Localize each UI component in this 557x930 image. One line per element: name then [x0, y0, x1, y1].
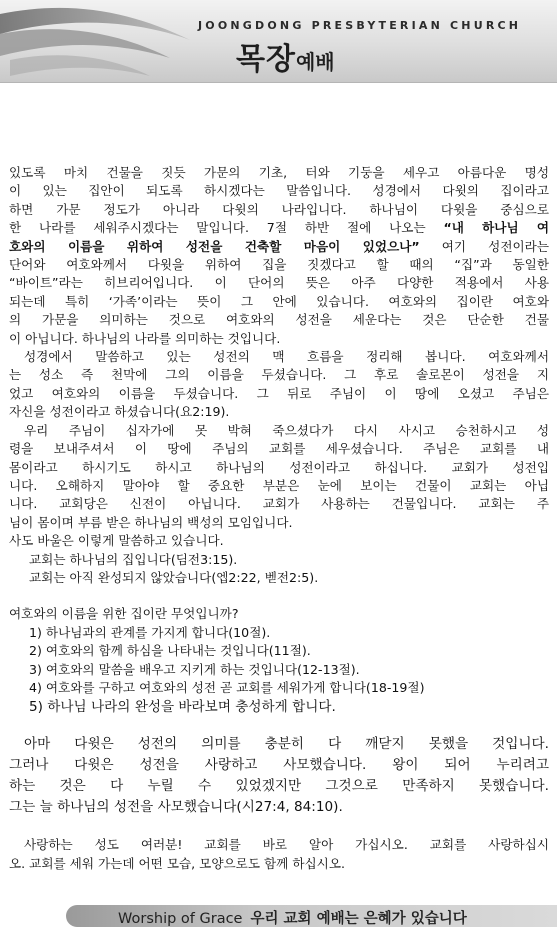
text-line: 그러나 다윗은 성전을 사랑하고 사모했습니다. 왕이 되어 누리려고	[9, 757, 549, 774]
church-name: JOONGDONG PRESBYTERIAN CHURCH	[198, 19, 522, 32]
answer-item: 1) 하나님과의 관계를 가지게 합니다(10절).	[29, 624, 271, 640]
answer-list	[9, 624, 549, 719]
text-line: 하면 가문 정도가 아니라 다윗의 나라입니다. 하나님이 다윗을 중심으로	[9, 201, 549, 217]
closing-paragraph	[9, 836, 549, 873]
text-line: 었고 여호와의 이름을 두셨습니다. 그 뒤로 주님이 이 땅에 오셨고 주님은	[9, 385, 549, 401]
quote-line: 교회는 아직 완성되지 않았습니다(엡2:22, 벧전2:5).	[29, 569, 319, 585]
service-title	[236, 34, 335, 78]
text-line: 하는 것은 다 누릴 수 있었겠지만 그것으로 만족하지 못했습니다.	[9, 778, 549, 795]
text-line: 우리 주님이 십자가에 못 박혀 죽으셨다가 다시 사시고 승천하시고 성	[24, 422, 549, 438]
text-segment: 여기 성전이라는	[419, 238, 549, 254]
text-line: “바이트”라는 히브리어입니다. 이 단어의 뜻은 아주 다양한 적용에서 사용	[9, 275, 549, 291]
bold-quote-start: “내 하나님 여	[443, 220, 549, 236]
text-line: 이 있는 집안이 되도록 하시겠다는 말씀입니다. 성경에서 다윗의 집이라고	[9, 183, 549, 199]
footer-text	[118, 907, 467, 928]
text-line: 령을 보내주셔서 이 땅에 주님의 교회를 세우셨습니다. 주님은 교회를 내	[9, 441, 549, 457]
paragraph-4	[9, 734, 549, 818]
text-line	[9, 238, 549, 256]
text-line: 는 성소 즉 천막에 그의 이름을 두셨습니다. 그 후로 솔로몬이 성전을 지	[9, 367, 549, 383]
spacer	[9, 818, 549, 836]
sermon-body	[9, 164, 549, 873]
text-line: 몸이라고 하시기도 하시고 하나님의 성전이라고 하십니다. 교회가 성전입	[9, 459, 549, 475]
question-heading: 여호와의 이름을 위한 집이란 무엇입니까?	[9, 606, 239, 622]
quote-line: 교회는 하나님의 집입니다(딤전3:15).	[29, 551, 238, 567]
spacer	[9, 718, 549, 734]
paragraph-3	[9, 422, 549, 532]
text-segment: 한 나라를 세워주시겠다는 말입니다. 7절 하반 절에 나오는	[9, 220, 444, 236]
paragraph-2	[9, 348, 549, 422]
text-line: 단어와 여호와께서 다윗을 위하여 집을 짓겠다고 할 때의 “집”과 동일한	[9, 257, 549, 273]
text-line: 자신을 성전이라고 하셨습니다(요2:19).	[9, 404, 230, 420]
page-header	[0, 0, 557, 83]
text-line: 있도록 마치 건물을 짓듯 가문의 기초, 터와 기둥을 세우고 아름다운 명성	[9, 165, 549, 180]
answer-item: 3) 여호와의 말씀을 배우고 지키게 하는 것입니다(12-13절).	[29, 661, 360, 677]
service-title-suffix: 예배	[295, 50, 335, 74]
text-line: 님이 몸이며 부름 받은 하나님의 백성의 모임입니다.	[9, 514, 293, 530]
text-line: 아마 다윗은 성전의 의미를 충분히 다 깨닫지 못했을 것입니다.	[24, 736, 549, 753]
service-title-main: 목장	[236, 42, 296, 77]
bold-quote-end: 호와의 이름을 위하여 성전을 건축할 마음이 있었으나”	[9, 238, 420, 254]
text-line	[9, 219, 549, 237]
answer-item: 4) 여호와를 구하고 여호와의 성전 곧 교회를 세워가게 합니다(18-19절)	[29, 679, 425, 695]
swoosh-logo-graphic	[0, 0, 200, 82]
spacer	[9, 587, 549, 605]
paul-intro: 사도 바울은 이렇게 말씀하고 있습니다.	[9, 533, 224, 549]
text-line: 의 가문을 의미하는 것으로 여호와의 성전을 세운다는 것은 단순한 건물	[9, 312, 549, 328]
footer-english: Worship of Grace	[118, 911, 243, 927]
footer-korean: 우리 교회 예배는 은혜가 있습니다	[250, 911, 467, 927]
text-line: 성경에서 말씀하고 있는 성전의 맥 흐름을 정리해 봅니다. 여호와께서	[24, 349, 549, 365]
text-line: 사랑하는 성도 여러분! 교회를 바로 알아 가십시오. 교회를 사랑하십시	[24, 837, 549, 853]
answer-item: 5) 하나님 나라의 완성을 바라보며 충성하게 합니다.	[29, 699, 336, 716]
answer-item: 2) 여호와의 함께 하심을 나타내는 것입니다(11절).	[29, 643, 311, 659]
text-line: 오. 교회를 세워 가는데 어떤 모습, 모양으로도 함께 하십시오.	[9, 855, 346, 871]
text-line: 이 아닙니다. 하나님의 나라를 의미하는 것입니다.	[9, 330, 281, 346]
paragraph-1	[9, 164, 549, 348]
text-line: 니다. 교회당은 신전이 아닙니다. 교회가 사용하는 건물입니다. 교회는 주	[9, 496, 549, 512]
text-line: 그는 늘 하나님의 성전을 사모했습니다(시27:4, 84:10).	[9, 799, 343, 816]
text-line: 니다. 오해하지 말아야 할 중요한 부분은 눈에 보이는 건물이 교회는 아닙	[9, 477, 549, 493]
text-line: 되는데 특히 ‘가족’이라는 뜻이 그 안에 있습니다. 여호와의 집이란 여호와	[9, 293, 549, 309]
